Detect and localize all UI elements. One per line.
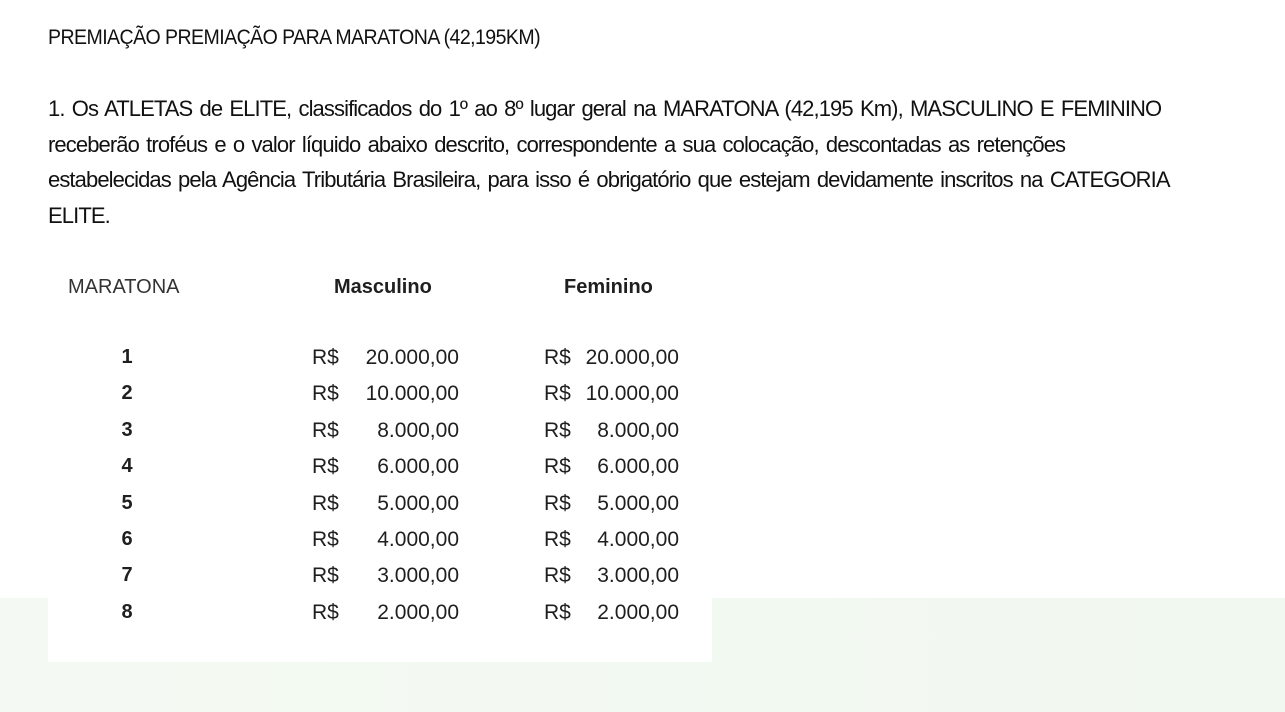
male-prize-amount: 6.000,00: [377, 455, 459, 479]
female-prize-amount: 2.000,00: [597, 600, 679, 624]
place-number: 6: [121, 528, 133, 550]
female-prize-amount: 10.000,00: [585, 382, 679, 406]
currency-symbol: R$: [312, 600, 339, 624]
female-prize-amount: 8.000,00: [597, 418, 679, 442]
place-number: 2: [121, 382, 133, 405]
currency-symbol: R$: [544, 528, 571, 551]
paragraph-line: receberão troféus e o valor líquido abaixo descrito, correspondente a sua colocação, descontadas as retenções: [48, 131, 1066, 157]
currency-symbol: R$: [312, 528, 339, 551]
place-number: 4: [121, 455, 133, 478]
place-number: 1: [121, 346, 133, 368]
female-prize-amount: 4.000,00: [597, 528, 679, 551]
currency-symbol: R$: [544, 346, 571, 369]
place-number: 7: [121, 564, 133, 587]
currency-symbol: R$: [312, 346, 339, 369]
male-prize-amount: 3.000,00: [377, 564, 459, 588]
currency-symbol: R$: [544, 564, 571, 588]
table-row: [48, 382, 712, 418]
rules-paragraph: [48, 91, 1174, 233]
currency-symbol: R$: [312, 491, 339, 515]
table-row: [48, 528, 712, 564]
place-number: 5: [121, 491, 133, 514]
currency-symbol: R$: [544, 455, 571, 479]
male-prize-amount: 2.000,00: [377, 600, 459, 624]
currency-symbol: R$: [312, 382, 339, 406]
page-title: PREMIAÇÃO PREMIAÇÃO PARA MARATONA (42,195KM): [48, 26, 541, 49]
currency-symbol: R$: [544, 382, 571, 406]
table-row: [48, 564, 712, 600]
place-number: 8: [121, 600, 133, 623]
table-row: [48, 419, 712, 455]
female-prize-amount: 20.000,00: [585, 346, 679, 369]
currency-symbol: R$: [544, 600, 571, 624]
male-prize-amount: 5.000,00: [377, 491, 459, 515]
currency-symbol: R$: [312, 418, 339, 442]
male-prize-amount: 20.000,00: [365, 346, 459, 369]
currency-symbol: R$: [544, 418, 571, 442]
female-prize-amount: 5.000,00: [597, 491, 679, 515]
prize-table: [48, 260, 712, 662]
column-header-category: MARATONA: [68, 276, 180, 298]
currency-symbol: R$: [312, 455, 339, 479]
female-prize-amount: 6.000,00: [597, 455, 679, 479]
column-header-male: Masculino: [334, 276, 432, 298]
paragraph-line: estabelecidas pela Agência Tributária Brasileira, para isso é obrigatório que estejam devidamente inscritos na CATEGORIA: [48, 167, 1170, 192]
male-prize-amount: 4.000,00: [377, 528, 459, 551]
table-row: [48, 601, 712, 637]
paragraph-line: ELITE.: [48, 202, 110, 228]
table-row: [48, 492, 712, 528]
male-prize-amount: 8.000,00: [377, 418, 459, 442]
male-prize-amount: 10.000,00: [365, 382, 459, 406]
paragraph-line: 1. Os ATLETAS de ELITE, classificados do 1º ao 8º lugar geral na MARATONA (42,195 Km), MASCULINO E FEMININO: [48, 96, 1162, 121]
table-row: [48, 346, 712, 382]
place-number: 3: [121, 418, 133, 441]
column-header-female: Feminino: [564, 276, 653, 298]
table-row: [48, 455, 712, 491]
currency-symbol: R$: [544, 491, 571, 515]
female-prize-amount: 3.000,00: [597, 564, 679, 588]
currency-symbol: R$: [312, 564, 339, 588]
